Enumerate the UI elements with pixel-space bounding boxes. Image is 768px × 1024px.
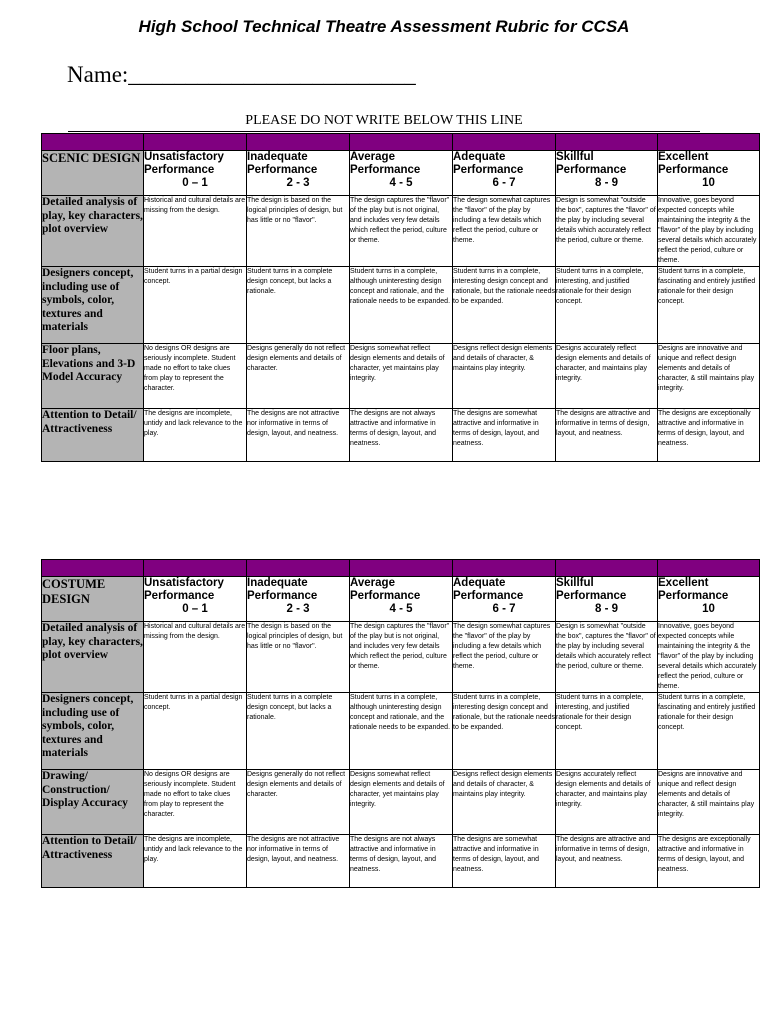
descriptor-cell: Designs generally do not reflect design elements and details of character. (247, 344, 350, 409)
descriptor-cell: Designs are innovative and unique and reflect design elements and details of character, & still maintains play integrity. (658, 344, 760, 409)
band-cell (42, 134, 144, 151)
category-label: COSTUME DESIGN (42, 577, 144, 622)
descriptor-cell: Student turns in a complete design concept, but lacks a rationale. (247, 267, 350, 344)
analysis-row (42, 622, 760, 693)
performance-level-label: Adequate Performance (453, 151, 524, 176)
score-range: 10 (702, 603, 715, 615)
descriptor-cell: Student turns in a complete, although uninteresting design concept and rationale, and the rationale needs to be expanded. (350, 693, 453, 770)
descriptor-cell: Designs accurately reflect design elements and details of character, and maintains play integrity. (556, 770, 658, 835)
descriptor-cell: The designs are exceptionally attractive and informative in terms of design, layout, and neatness. (658, 835, 760, 888)
performance-level-header (556, 151, 658, 196)
band-cell (350, 134, 453, 151)
descriptor-cell: The design captures the "flavor" of the play but is not original, and includes very few details which reflect the period, culture or theme. (350, 622, 453, 693)
descriptor-cell: Student turns in a complete design concept, but lacks a rationale. (247, 693, 350, 770)
divider-line (68, 131, 700, 132)
band-cell (658, 134, 760, 151)
score-range: 2 - 3 (286, 177, 310, 189)
band-cell (144, 560, 247, 577)
detail-row (42, 835, 760, 888)
score-range: 6 - 7 (492, 177, 516, 189)
descriptor-cell: The designs are not attractive nor informative in terms of design, layout, and neatness. (247, 409, 350, 462)
descriptor-cell: No designs OR designs are seriously incomplete. Student made no effort to take clues from play to represent the character. (144, 770, 247, 835)
descriptor-cell: Student turns in a complete, although uninteresting design concept and rationale, and the rationale needs to be expanded. (350, 267, 453, 344)
descriptor-cell: Designs reflect design elements and details of character, & maintains play integrity. (453, 770, 556, 835)
performance-level-label: Excellent Performance (658, 151, 729, 176)
descriptor-cell: Student turns in a complete, interesting, and justified rationale for their design concept. (556, 267, 658, 344)
descriptor-cell: The design is based on the logical principles of design, but has little or no "flavor". (247, 622, 350, 693)
descriptor-cell: The design somewhat captures the "flavor" of the play by including a few details which reflect the period, culture or theme. (453, 196, 556, 267)
score-range: 6 - 7 (492, 603, 516, 615)
score-range: 4 - 5 (389, 603, 413, 615)
descriptor-cell: Student turns in a complete, interesting, and justified rationale for their design concept. (556, 693, 658, 770)
band-cell (556, 560, 658, 577)
performance-level-label: Average Performance (350, 577, 421, 602)
costume-design-rubric (41, 559, 760, 888)
header-band (42, 560, 760, 577)
header-band (42, 134, 760, 151)
descriptor-cell: Student turns in a partial design concept. (144, 267, 247, 344)
band-cell (144, 134, 247, 151)
criterion-label: Floor plans, Elevations and 3-D Model Accuracy (42, 344, 144, 409)
score-range: 0 – 1 (182, 603, 208, 615)
performance-header-row (42, 577, 760, 622)
descriptor-cell: The designs are not attractive nor informative in terms of design, layout, and neatness. (247, 835, 350, 888)
scenic-design-rubric (41, 133, 760, 462)
descriptor-cell: The designs are somewhat attractive and informative in terms of design, layout, and neatness. (453, 409, 556, 462)
performance-level-label: Unsatisfactory Performance (144, 151, 224, 176)
performance-level-label: Skillful Performance (556, 577, 627, 602)
band-cell (453, 560, 556, 577)
concept-row (42, 693, 760, 770)
performance-level-header (453, 577, 556, 622)
concept-row (42, 267, 760, 344)
descriptor-cell: Student turns in a complete, interesting design concept and rationale, but the rationale needs to be expanded. (453, 693, 556, 770)
descriptor-cell: Designs reflect design elements and details of character, & maintains play integrity. (453, 344, 556, 409)
descriptor-cell: Designs somewhat reflect design elements and details of character, yet maintains play integrity. (350, 344, 453, 409)
score-range: 4 - 5 (389, 177, 413, 189)
performance-level-header (453, 151, 556, 196)
performance-level-label: Inadequate Performance (247, 577, 318, 602)
performance-level-header (350, 151, 453, 196)
performance-level-header (556, 577, 658, 622)
score-range: 2 - 3 (286, 603, 310, 615)
descriptor-cell: Design is somewhat "outside the box", captures the "flavor" of the play by including several details which accurately reflect the period, culture or theme. (556, 622, 658, 693)
criterion-label: Designers concept, including use of symbols, color, textures and materials (42, 267, 144, 344)
descriptor-cell: The designs are incomplete, untidy and lack relevance to the play. (144, 409, 247, 462)
criterion-label: Attention to Detail/ Attractiveness (42, 835, 144, 888)
criterion-label: Attention to Detail/ Attractiveness (42, 409, 144, 462)
performance-level-label: Inadequate Performance (247, 151, 318, 176)
descriptor-cell: Designs accurately reflect design elements and details of character, and maintains play integrity. (556, 344, 658, 409)
detail-row (42, 409, 760, 462)
descriptor-cell: The designs are attractive and informative in terms of design, layout, and neatness. (556, 835, 658, 888)
criterion-label: Designers concept, including use of symbols, color, textures and materials (42, 693, 144, 770)
descriptor-cell: No designs OR designs are seriously incomplete. Student made no effort to take clues from play to represent the character. (144, 344, 247, 409)
descriptor-cell: Student turns in a partial design concept. (144, 693, 247, 770)
descriptor-cell: The designs are attractive and informative in terms of design, layout, and neatness. (556, 409, 658, 462)
descriptor-cell: Historical and cultural details are missing from the design. (144, 196, 247, 267)
descriptor-cell: Student turns in a complete, fascinating and entirely justified rationale for their design concept. (658, 267, 760, 344)
analysis-row (42, 196, 760, 267)
performance-level-label: Excellent Performance (658, 577, 729, 602)
descriptor-cell: The designs are somewhat attractive and informative in terms of design, layout, and neatness. (453, 835, 556, 888)
band-cell (247, 134, 350, 151)
descriptor-cell: Student turns in a complete, interesting design concept and rationale, but the rationale needs to be expanded. (453, 267, 556, 344)
name-field[interactable]: Name:_________________________ (67, 62, 416, 87)
performance-level-label: Skillful Performance (556, 151, 627, 176)
score-range: 8 - 9 (594, 603, 618, 615)
performance-level-label: Unsatisfactory Performance (144, 577, 224, 602)
descriptor-cell: Innovative, goes beyond expected concepts while maintaining the integrity & the "flavor" of the play by including several details which accurately reflect the period, culture or theme. (658, 196, 760, 267)
descriptor-cell: Student turns in a complete, fascinating and entirely justified rationale for their design concept. (658, 693, 760, 770)
score-range: 0 – 1 (182, 177, 208, 189)
performance-level-header (144, 151, 247, 196)
score-range: 10 (702, 177, 715, 189)
descriptor-cell: Historical and cultural details are missing from the design. (144, 622, 247, 693)
band-cell (453, 134, 556, 151)
band-cell (42, 560, 144, 577)
band-cell (556, 134, 658, 151)
performance-level-header (144, 577, 247, 622)
descriptor-cell: Designs are innovative and unique and reflect design elements and details of character, & still maintains play integrity. (658, 770, 760, 835)
accuracy-row (42, 344, 760, 409)
descriptor-cell: The designs are incomplete, untidy and lack relevance to the play. (144, 835, 247, 888)
score-range: 8 - 9 (594, 177, 618, 189)
criterion-label: Drawing/ Construction/ Display Accuracy (42, 770, 144, 835)
band-cell (658, 560, 760, 577)
accuracy-row (42, 770, 760, 835)
performance-header-row (42, 151, 760, 196)
criterion-label: Detailed analysis of play, key characters, plot overview (42, 622, 144, 693)
descriptor-cell: Design is somewhat "outside the box", captures the "flavor" of the play by including several details which accurately reflect the period, culture or theme. (556, 196, 658, 267)
performance-level-header (247, 577, 350, 622)
performance-level-label: Adequate Performance (453, 577, 524, 602)
performance-level-header (658, 577, 760, 622)
descriptor-cell: The designs are not always attractive and informative in terms of design, layout, and neatness. (350, 409, 453, 462)
descriptor-cell: Innovative, goes beyond expected concepts while maintaining the integrity & the "flavor" of the play by including several details which accurately reflect the period, culture or theme. (658, 622, 760, 693)
category-label: SCENIC DESIGN (42, 151, 144, 196)
descriptor-cell: Designs generally do not reflect design elements and details of character. (247, 770, 350, 835)
descriptor-cell: The design captures the "flavor" of the play but is not original, and includes very few details which reflect the period, culture or theme. (350, 196, 453, 267)
performance-level-header (658, 151, 760, 196)
descriptor-cell: The designs are exceptionally attractive and informative in terms of design, layout, and neatness. (658, 409, 760, 462)
performance-level-label: Average Performance (350, 151, 421, 176)
band-cell (350, 560, 453, 577)
band-cell (247, 560, 350, 577)
performance-level-header (350, 577, 453, 622)
performance-level-header (247, 151, 350, 196)
criterion-label: Detailed analysis of play, key characters, plot overview (42, 196, 144, 267)
descriptor-cell: The designs are not always attractive and informative in terms of design, layout, and neatness. (350, 835, 453, 888)
do-not-write-notice: PLEASE DO NOT WRITE BELOW THIS LINE (245, 113, 523, 128)
descriptor-cell: The design is based on the logical principles of design, but has little or no "flavor". (247, 196, 350, 267)
descriptor-cell: Designs somewhat reflect design elements and details of character, yet maintains play integrity. (350, 770, 453, 835)
document-title: High School Technical Theatre Assessment Rubric for CCSA (138, 17, 630, 36)
descriptor-cell: The design somewhat captures the "flavor" of the play by including a few details which reflect the period, culture or theme. (453, 622, 556, 693)
